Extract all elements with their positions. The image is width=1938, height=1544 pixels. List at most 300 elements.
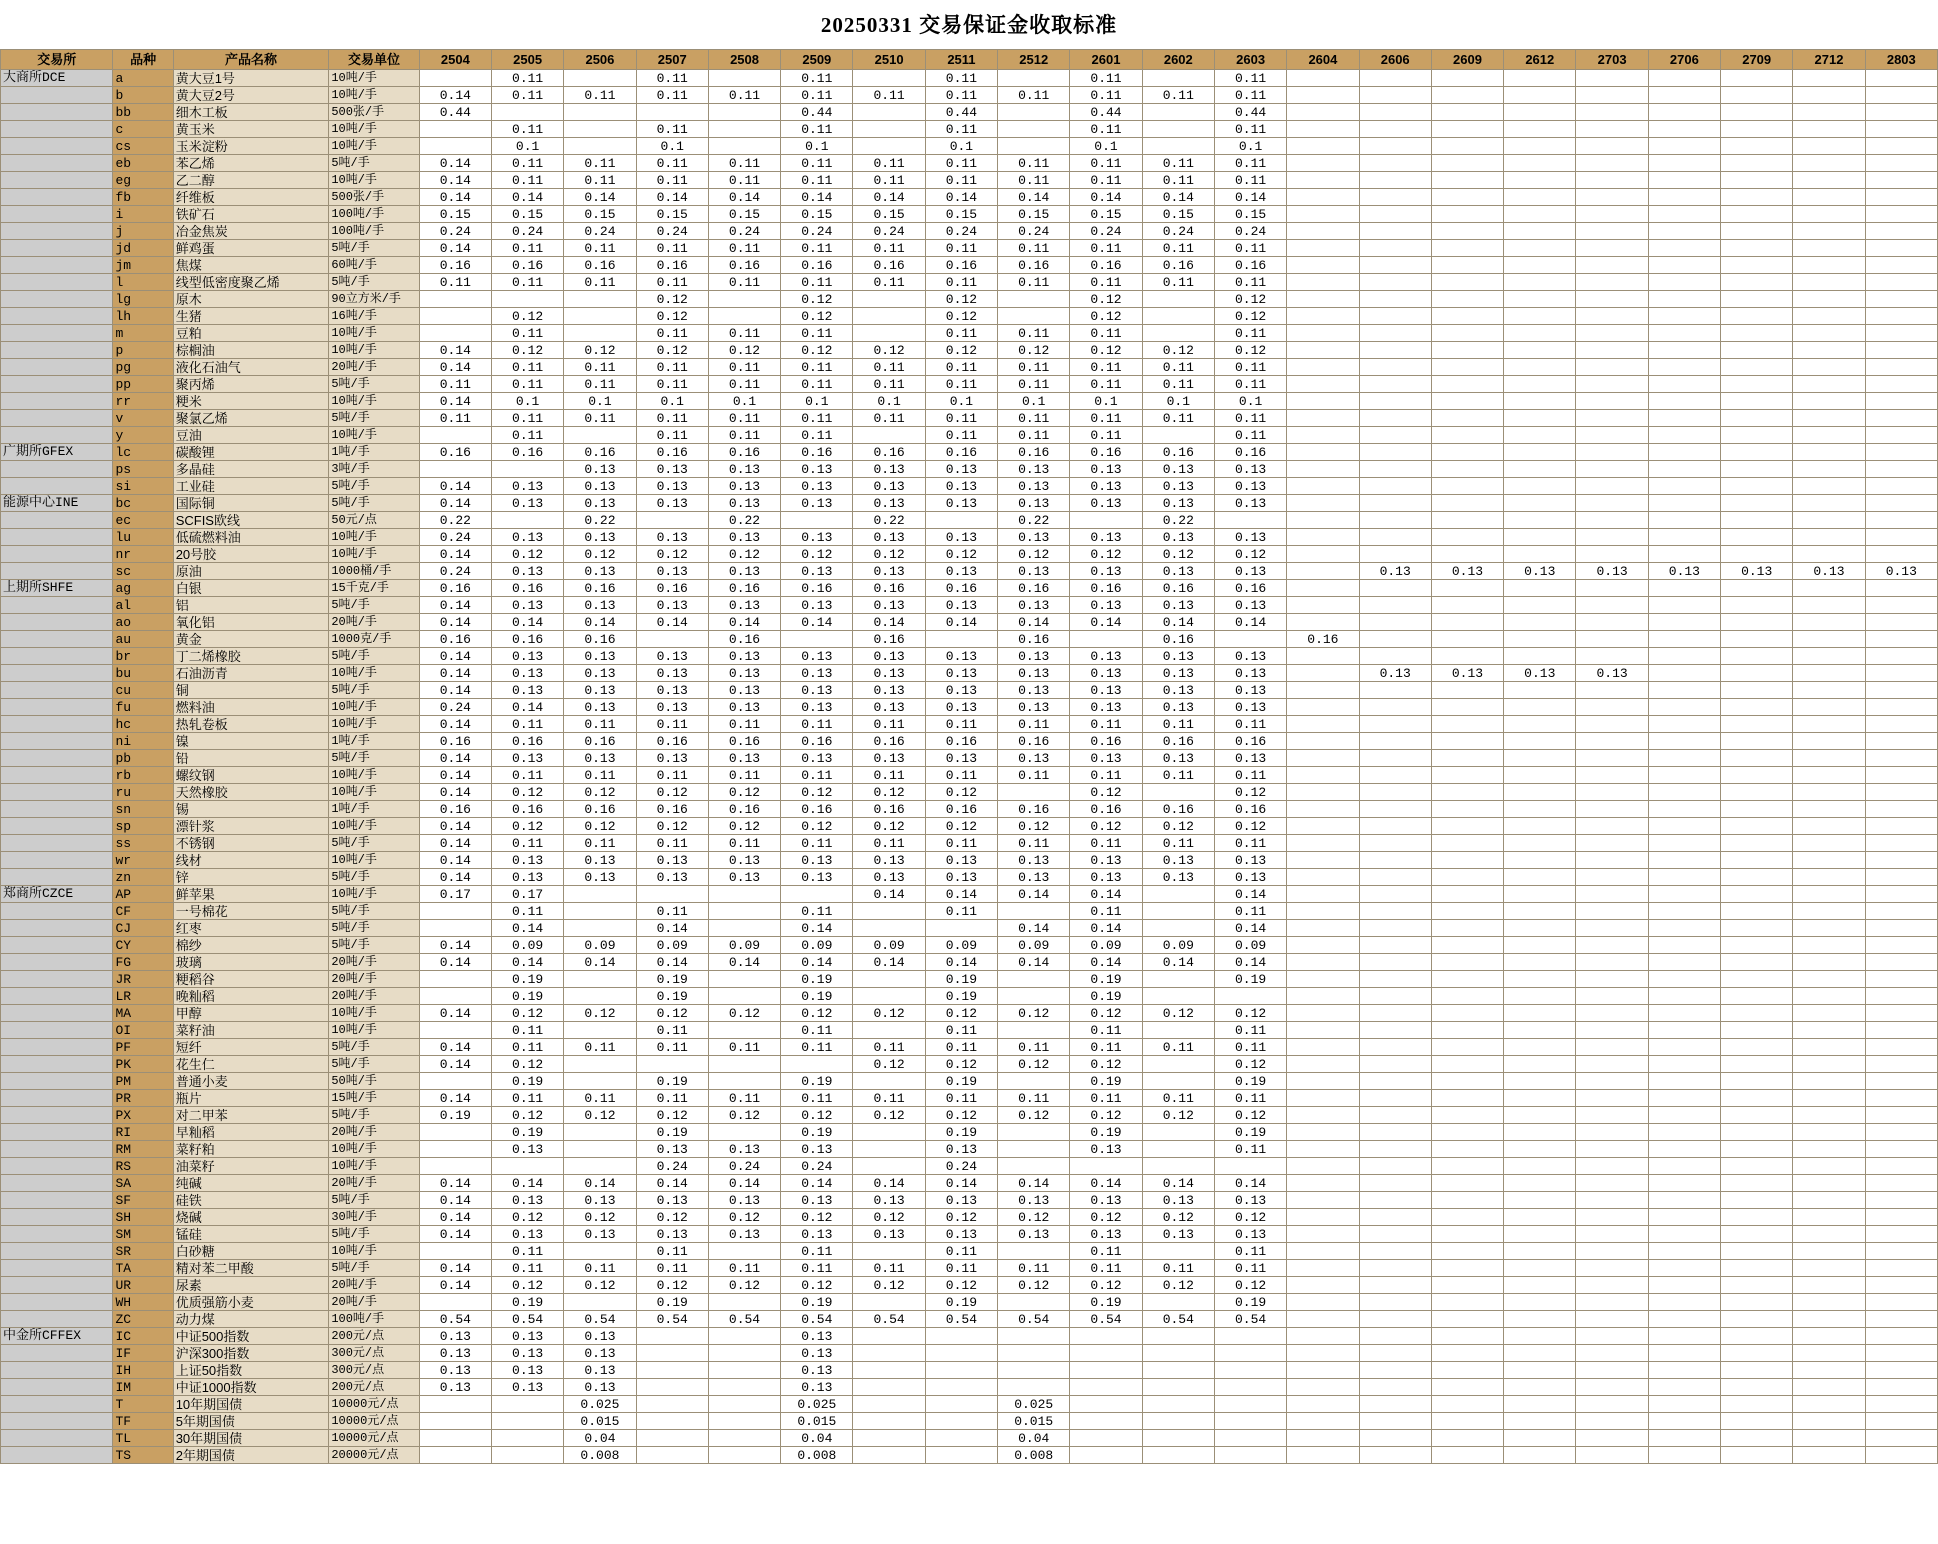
- margin-cell: [1431, 648, 1503, 665]
- product-code: ni: [113, 733, 173, 750]
- margin-cell: 0.19: [1214, 1294, 1286, 1311]
- margin-cell: 0.11: [564, 240, 636, 257]
- margin-cell: 0.13: [708, 648, 780, 665]
- margin-cell: [1865, 1209, 1937, 1226]
- margin-cell: [1359, 172, 1431, 189]
- margin-cell: 0.11: [564, 274, 636, 291]
- margin-cell: [1142, 1379, 1214, 1396]
- margin-cell: [1721, 597, 1793, 614]
- table-row: [1, 172, 1938, 189]
- table-row: [1, 461, 1938, 478]
- product-name: 漂针浆: [173, 818, 329, 835]
- margin-cell: 0.11: [925, 359, 997, 376]
- product-name: 沪深300指数: [173, 1345, 329, 1362]
- margin-cell: 0.13: [564, 750, 636, 767]
- margin-cell: [1431, 325, 1503, 342]
- product-code: sn: [113, 801, 173, 818]
- product-code: pb: [113, 750, 173, 767]
- margin-cell: 0.13: [1070, 665, 1142, 682]
- margin-cell: [1576, 903, 1648, 920]
- margin-cell: [1648, 988, 1720, 1005]
- margin-cell: [1359, 1396, 1431, 1413]
- margin-cell: 0.24: [419, 699, 491, 716]
- margin-cell: 0.13: [491, 665, 563, 682]
- trading-unit: 5吨/手: [329, 240, 419, 257]
- margin-cell: [1648, 189, 1720, 206]
- margin-cell: [1431, 1413, 1503, 1430]
- margin-cell: [1721, 512, 1793, 529]
- margin-cell: 0.13: [1721, 563, 1793, 580]
- product-name: 纯碱: [173, 1175, 329, 1192]
- margin-cell: 0.11: [1142, 1090, 1214, 1107]
- margin-cell: [853, 1396, 925, 1413]
- margin-cell: [1504, 937, 1576, 954]
- margin-cell: 0.14: [853, 614, 925, 631]
- margin-cell: [1359, 240, 1431, 257]
- margin-cell: 0.12: [636, 818, 708, 835]
- table-row: [1, 1328, 1938, 1345]
- margin-cell: [1793, 1345, 1865, 1362]
- margin-cell: 0.11: [925, 427, 997, 444]
- margin-cell: [1359, 1430, 1431, 1447]
- margin-cell: [1576, 1005, 1648, 1022]
- margin-cell: 0.11: [564, 359, 636, 376]
- margin-cell: [419, 988, 491, 1005]
- margin-cell: [1504, 835, 1576, 852]
- margin-cell: 0.13: [925, 750, 997, 767]
- margin-cell: 0.16: [781, 801, 853, 818]
- margin-cell: [1359, 869, 1431, 886]
- margin-cell: 0.16: [925, 733, 997, 750]
- margin-cell: 0.12: [708, 818, 780, 835]
- margin-cell: [1576, 597, 1648, 614]
- margin-cell: [1865, 478, 1937, 495]
- margin-cell: 0.11: [925, 767, 997, 784]
- margin-cell: 0.11: [781, 767, 853, 784]
- margin-cell: 0.13: [708, 682, 780, 699]
- margin-cell: 0.025: [998, 1396, 1070, 1413]
- margin-cell: [1214, 1413, 1286, 1430]
- margin-cell: [1359, 1277, 1431, 1294]
- margin-cell: [1287, 274, 1359, 291]
- margin-cell: [1576, 1107, 1648, 1124]
- column-header-2606: 2606: [1359, 50, 1431, 70]
- margin-cell: [1504, 121, 1576, 138]
- margin-cell: [1287, 70, 1359, 87]
- margin-cell: 0.19: [491, 1073, 563, 1090]
- product-code: v: [113, 410, 173, 427]
- margin-cell: [1721, 1073, 1793, 1090]
- margin-cell: 0.14: [636, 614, 708, 631]
- margin-cell: [998, 1124, 1070, 1141]
- margin-cell: [1359, 920, 1431, 937]
- exchange-label-empty: [1, 1447, 113, 1464]
- margin-cell: 0.13: [491, 1362, 563, 1379]
- margin-cell: 0.13: [491, 478, 563, 495]
- exchange-label-empty: [1, 1175, 113, 1192]
- margin-cell: [1359, 852, 1431, 869]
- margin-cell: [1865, 1345, 1937, 1362]
- table-row: [1, 614, 1938, 631]
- margin-cell: 0.11: [491, 1243, 563, 1260]
- margin-cell: 0.13: [1142, 750, 1214, 767]
- margin-cell: [1214, 1379, 1286, 1396]
- margin-cell: 0.12: [636, 1209, 708, 1226]
- margin-cell: [1793, 580, 1865, 597]
- margin-cell: 0.12: [708, 784, 780, 801]
- margin-cell: [1431, 614, 1503, 631]
- margin-cell: [853, 121, 925, 138]
- margin-cell: [1865, 1362, 1937, 1379]
- margin-cell: [1576, 1362, 1648, 1379]
- margin-cell: 0.14: [419, 1005, 491, 1022]
- margin-cell: [1721, 801, 1793, 818]
- margin-cell: 0.11: [491, 1090, 563, 1107]
- margin-cell: [1431, 1192, 1503, 1209]
- margin-cell: [925, 1413, 997, 1430]
- table-row: [1, 563, 1938, 580]
- exchange-label-empty: [1, 682, 113, 699]
- product-code: j: [113, 223, 173, 240]
- trading-unit: 5吨/手: [329, 835, 419, 852]
- product-name: 豆粕: [173, 325, 329, 342]
- margin-cell: 0.11: [1070, 87, 1142, 104]
- margin-cell: 0.13: [998, 852, 1070, 869]
- margin-cell: 0.13: [1214, 1192, 1286, 1209]
- margin-cell: [1576, 342, 1648, 359]
- margin-cell: [1648, 1209, 1720, 1226]
- margin-cell: [1721, 903, 1793, 920]
- margin-cell: [1865, 342, 1937, 359]
- exchange-label-empty: [1, 189, 113, 206]
- margin-cell: 0.13: [998, 1226, 1070, 1243]
- margin-cell: [1359, 1141, 1431, 1158]
- margin-cell: 0.09: [564, 937, 636, 954]
- margin-cell: 0.14: [781, 614, 853, 631]
- margin-cell: [1431, 1141, 1503, 1158]
- product-name: 铁矿石: [173, 206, 329, 223]
- margin-cell: 0.16: [781, 257, 853, 274]
- margin-cell: 0.16: [564, 580, 636, 597]
- margin-cell: [708, 1294, 780, 1311]
- margin-cell: [1648, 716, 1720, 733]
- margin-cell: [1359, 70, 1431, 87]
- margin-cell: [1504, 971, 1576, 988]
- exchange-label-empty: [1, 801, 113, 818]
- exchange-label-empty: [1, 1209, 113, 1226]
- margin-cell: [998, 1158, 1070, 1175]
- margin-cell: [853, 971, 925, 988]
- margin-cell: [1721, 1260, 1793, 1277]
- product-code: ZC: [113, 1311, 173, 1328]
- product-code: ru: [113, 784, 173, 801]
- table-row: [1, 1447, 1938, 1464]
- margin-cell: [1287, 1345, 1359, 1362]
- product-code: ps: [113, 461, 173, 478]
- margin-cell: 0.13: [1070, 478, 1142, 495]
- margin-cell: [998, 903, 1070, 920]
- margin-cell: [1576, 325, 1648, 342]
- margin-cell: 0.14: [419, 359, 491, 376]
- margin-cell: [1648, 784, 1720, 801]
- exchange-label-empty: [1, 648, 113, 665]
- margin-cell: [1287, 563, 1359, 580]
- margin-cell: [1576, 1039, 1648, 1056]
- margin-cell: 0.22: [564, 512, 636, 529]
- table-row: [1, 121, 1938, 138]
- margin-cell: 0.13: [1142, 682, 1214, 699]
- exchange-label: 能源中心INE: [1, 495, 113, 512]
- margin-cell: [1865, 597, 1937, 614]
- margin-cell: 0.14: [419, 614, 491, 631]
- trading-unit: 10吨/手: [329, 546, 419, 563]
- margin-cell: 0.12: [781, 1107, 853, 1124]
- margin-cell: 0.13: [564, 869, 636, 886]
- margin-cell: [1287, 206, 1359, 223]
- margin-cell: 0.12: [853, 818, 925, 835]
- margin-cell: 0.16: [564, 444, 636, 461]
- margin-cell: [1576, 1124, 1648, 1141]
- exchange-label-empty: [1, 1311, 113, 1328]
- margin-cell: [1576, 852, 1648, 869]
- table-row: [1, 1039, 1938, 1056]
- margin-cell: [1070, 1158, 1142, 1175]
- product-code: i: [113, 206, 173, 223]
- margin-cell: [1576, 682, 1648, 699]
- margin-cell: [1504, 886, 1576, 903]
- margin-cell: 0.04: [998, 1430, 1070, 1447]
- margin-cell: [1793, 1294, 1865, 1311]
- trading-unit: 10吨/手: [329, 325, 419, 342]
- margin-cell: [1431, 1294, 1503, 1311]
- margin-cell: 0.13: [491, 648, 563, 665]
- margin-cell: 0.44: [1070, 104, 1142, 121]
- margin-cell: [1793, 70, 1865, 87]
- margin-cell: 0.11: [636, 240, 708, 257]
- margin-cell: [1793, 716, 1865, 733]
- product-code: CY: [113, 937, 173, 954]
- margin-cell: 0.13: [419, 1379, 491, 1396]
- margin-cell: [1142, 1362, 1214, 1379]
- margin-cell: [1504, 104, 1576, 121]
- margin-cell: [1793, 1447, 1865, 1464]
- margin-cell: [1865, 903, 1937, 920]
- margin-cell: 0.11: [781, 903, 853, 920]
- trading-unit: 10吨/手: [329, 87, 419, 104]
- margin-cell: 0.11: [781, 325, 853, 342]
- exchange-label-empty: [1, 223, 113, 240]
- margin-cell: 0.12: [564, 784, 636, 801]
- margin-cell: [1721, 733, 1793, 750]
- margin-cell: [925, 512, 997, 529]
- product-code: ss: [113, 835, 173, 852]
- margin-cell: [1865, 954, 1937, 971]
- margin-cell: 0.12: [925, 291, 997, 308]
- margin-cell: [1648, 138, 1720, 155]
- margin-cell: 0.11: [1142, 835, 1214, 852]
- margin-cell: 0.12: [925, 342, 997, 359]
- margin-cell: 0.16: [419, 257, 491, 274]
- margin-cell: 0.14: [419, 155, 491, 172]
- margin-cell: 0.11: [1214, 1141, 1286, 1158]
- margin-cell: [1431, 206, 1503, 223]
- margin-cell: [1648, 631, 1720, 648]
- margin-cell: [1576, 172, 1648, 189]
- margin-cell: 0.11: [1214, 87, 1286, 104]
- margin-cell: 0.12: [998, 1209, 1070, 1226]
- margin-cell: [1721, 767, 1793, 784]
- margin-cell: [1142, 971, 1214, 988]
- column-header-2511: 2511: [925, 50, 997, 70]
- margin-cell: [1576, 461, 1648, 478]
- margin-cell: [1576, 393, 1648, 410]
- product-code: IH: [113, 1362, 173, 1379]
- margin-cell: [636, 1328, 708, 1345]
- exchange-label-empty: [1, 988, 113, 1005]
- margin-cell: 0.16: [419, 580, 491, 597]
- trading-unit: 100吨/手: [329, 223, 419, 240]
- margin-cell: [1287, 410, 1359, 427]
- trading-unit: 20吨/手: [329, 1124, 419, 1141]
- product-code: CF: [113, 903, 173, 920]
- margin-cell: [419, 920, 491, 937]
- margin-cell: [1793, 903, 1865, 920]
- margin-cell: [1793, 1073, 1865, 1090]
- margin-cell: 0.13: [491, 495, 563, 512]
- product-name: 聚丙烯: [173, 376, 329, 393]
- margin-cell: 0.16: [1142, 733, 1214, 750]
- margin-cell: 0.14: [419, 1209, 491, 1226]
- margin-cell: 0.13: [564, 529, 636, 546]
- margin-cell: [1359, 1209, 1431, 1226]
- margin-cell: [419, 427, 491, 444]
- product-name: 30年期国债: [173, 1430, 329, 1447]
- margin-cell: 0.12: [853, 342, 925, 359]
- margin-cell: [1287, 172, 1359, 189]
- trading-unit: 10吨/手: [329, 699, 419, 716]
- margin-cell: 0.13: [1142, 461, 1214, 478]
- margin-cell: [1865, 410, 1937, 427]
- margin-cell: [1142, 1430, 1214, 1447]
- margin-cell: [853, 427, 925, 444]
- margin-cell: [636, 886, 708, 903]
- margin-cell: 0.24: [491, 223, 563, 240]
- margin-cell: [1359, 784, 1431, 801]
- product-name: 油菜籽: [173, 1158, 329, 1175]
- product-code: RS: [113, 1158, 173, 1175]
- margin-cell: [1431, 1022, 1503, 1039]
- margin-cell: 0.11: [708, 172, 780, 189]
- margin-cell: [1287, 1056, 1359, 1073]
- product-code: zn: [113, 869, 173, 886]
- margin-cell: 0.13: [564, 682, 636, 699]
- margin-cell: [1287, 648, 1359, 665]
- margin-cell: 0.12: [1070, 1005, 1142, 1022]
- margin-cell: 0.14: [419, 869, 491, 886]
- margin-cell: 0.11: [925, 376, 997, 393]
- margin-cell: [1359, 206, 1431, 223]
- margin-cell: [1287, 121, 1359, 138]
- margin-cell: [1648, 1226, 1720, 1243]
- margin-cell: [1359, 1226, 1431, 1243]
- margin-cell: [708, 291, 780, 308]
- margin-cell: 0.24: [1142, 223, 1214, 240]
- margin-cell: [1648, 614, 1720, 631]
- margin-cell: [1793, 1090, 1865, 1107]
- product-name: 短纤: [173, 1039, 329, 1056]
- margin-cell: [1865, 1005, 1937, 1022]
- margin-cell: [564, 70, 636, 87]
- margin-cell: [1793, 1260, 1865, 1277]
- trading-unit: 5吨/手: [329, 1056, 419, 1073]
- margin-cell: [1648, 1396, 1720, 1413]
- table-body: [1, 70, 1938, 1464]
- margin-cell: 0.13: [781, 1226, 853, 1243]
- margin-cell: 0.13: [708, 1141, 780, 1158]
- margin-cell: [1865, 359, 1937, 376]
- margin-cell: 0.19: [636, 1124, 708, 1141]
- margin-cell: [781, 886, 853, 903]
- product-name: 热轧卷板: [173, 716, 329, 733]
- margin-cell: [1287, 682, 1359, 699]
- margin-cell: [1865, 869, 1937, 886]
- margin-cell: [1214, 1328, 1286, 1345]
- margin-cell: 0.14: [853, 189, 925, 206]
- margin-cell: 0.22: [998, 512, 1070, 529]
- table-row: [1, 1379, 1938, 1396]
- margin-cell: 0.12: [1142, 818, 1214, 835]
- margin-cell: 0.11: [925, 716, 997, 733]
- margin-cell: 0.11: [998, 716, 1070, 733]
- margin-cell: 0.14: [1070, 886, 1142, 903]
- margin-cell: 0.11: [1070, 325, 1142, 342]
- margin-cell: 0.11: [998, 376, 1070, 393]
- margin-cell: [853, 1294, 925, 1311]
- table-row: [1, 546, 1938, 563]
- margin-cell: 0.11: [564, 155, 636, 172]
- margin-cell: [1359, 155, 1431, 172]
- margin-cell: 0.24: [419, 223, 491, 240]
- product-code: nr: [113, 546, 173, 563]
- product-code: al: [113, 597, 173, 614]
- margin-cell: [1431, 869, 1503, 886]
- margin-cell: [419, 1158, 491, 1175]
- margin-cell: 0.12: [564, 818, 636, 835]
- margin-cell: 0.11: [925, 70, 997, 87]
- margin-cell: 0.14: [998, 954, 1070, 971]
- exchange-label-empty: [1, 563, 113, 580]
- margin-cell: [1287, 1175, 1359, 1192]
- margin-cell: [1721, 818, 1793, 835]
- margin-cell: [1576, 1175, 1648, 1192]
- margin-cell: 0.13: [853, 852, 925, 869]
- margin-cell: [1287, 937, 1359, 954]
- margin-cell: [708, 1345, 780, 1362]
- margin-cell: [1865, 1277, 1937, 1294]
- margin-cell: [1793, 172, 1865, 189]
- table-row: [1, 631, 1938, 648]
- margin-cell: 0.13: [564, 1345, 636, 1362]
- margin-cell: 0.12: [1142, 546, 1214, 563]
- margin-cell: 0.16: [998, 631, 1070, 648]
- product-code: JR: [113, 971, 173, 988]
- margin-cell: 0.09: [925, 937, 997, 954]
- margin-cell: 0.13: [636, 699, 708, 716]
- margin-cell: [1793, 342, 1865, 359]
- table-row: [1, 1260, 1938, 1277]
- trading-unit: 10吨/手: [329, 716, 419, 733]
- product-name: 5年期国债: [173, 1413, 329, 1430]
